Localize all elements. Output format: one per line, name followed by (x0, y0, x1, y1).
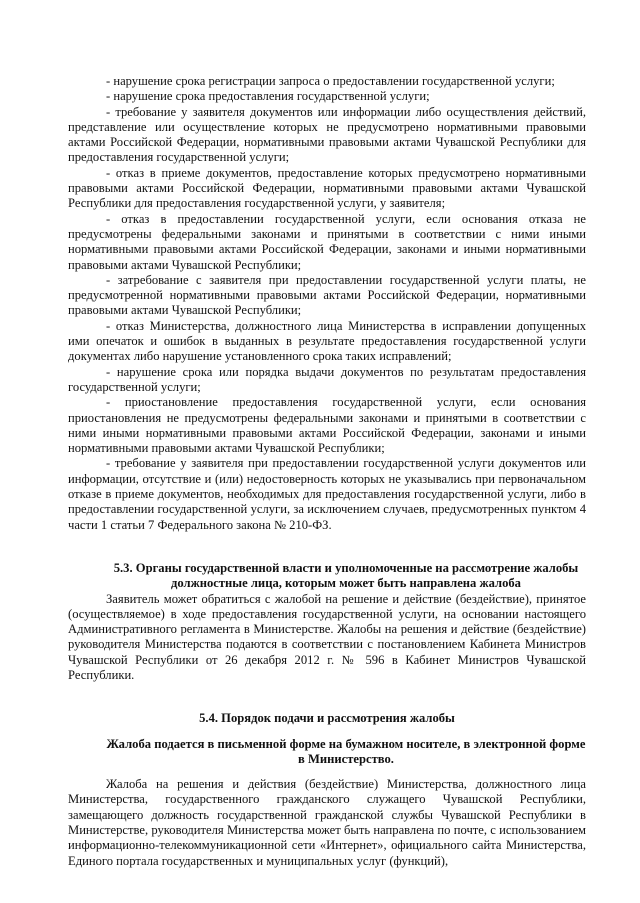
section-5-3-paragraph: Заявитель может обратиться с жалобой на решение и действие (бездействие), принятое (осуществляемое) в ходе предоставления государственной услуги, на основании настоящего Административного регламента в Министерстве. Жалобы на решения и действие (бездействие) руководителя Министерства подаются в соответствии с постановлением Кабинета Министров Чувашской Республики от 26 декабря 2012 г. № 596 в Кабинет Министров Чувашской Республики. (68, 591, 586, 682)
section-5-3-heading: 5.3. Органы государственной власти и уполномоченные на рассмотрение жалобы должностные лица, которым может быть направлена жалоба (113, 560, 579, 591)
spacer (68, 533, 586, 561)
list-item: - нарушение срока предоставления государственной услуги; (106, 89, 430, 104)
list-item: - требование у заявителя документов или информации либо осуществления действий, представление или осуществление которых не предусмотрено нормативными правовыми актами Российской Федерации, нормативными правовыми актами Чувашской Республики для предоставления государственной услуги; (68, 104, 586, 165)
list-item: - требование у заявителя при предоставлении государственной услуги документов или информации, отсутствие и (или) недостоверность которых не указывались при первоначальном отказе в приеме документов, необходимых для предоставления государственной услуги, либо в предоставлении государственной услуги, за исключением случаев, предусмотренных пунктом 4 части 1 статьи 7 Федерального закона № 210-ФЗ. (68, 456, 586, 532)
spacer (68, 683, 586, 711)
list-item: - нарушение срока или порядка выдачи документов по результатам предоставления государственной услуги; (68, 364, 586, 394)
list-item: - отказ Министерства, должностного лица Министерства в исправлении допущенных ими опечаток и ошибок в выданных в результате предоставления государственной услуги документах либо нарушение установленного срока таких исправлений; (68, 318, 586, 364)
spacer (68, 727, 586, 737)
list-item: - затребование с заявителя при предоставлении государственной услуги платы, не предусмотренной нормативными правовыми актами Российской Федерации, нормативными правовыми актами Чувашской Республики; (68, 272, 586, 318)
list-item: - отказ в приеме документов, предоставление которых предусмотрено нормативными правовыми актами Российской Федерации, нормативными правовыми актами Чувашской Республики для предоставления государственной услуги, у заявителя; (68, 165, 586, 211)
section-5-4-heading: 5.4. Порядок подачи и рассмотрения жалобы (199, 711, 455, 726)
section-5-4-paragraph: Жалоба на решения и действия (бездействие) Министерства, должностного лица Министерства, государственного гражданского служащего Чувашской Республики, замещающего должность государственной гражданской службы Чувашской Республики в Министерстве, руководителя Министерства может быть направлена по почте, с использованием информационно-телекоммуникационной сети «Интернет», официального сайта Министерства, Единого портала государственных и муниципальных услуг (функций), (68, 777, 586, 868)
spacer (68, 767, 586, 777)
list-item: - отказ в предоставлении государственной услуги, если основания отказа не предусмотрены федеральными законами и принятыми в соответствии с ними иными нормативными правовыми актами Российской Федерации, законами и иными нормативными правовыми актами Чувашской Республики; (68, 211, 586, 272)
list-item: - приостановление предоставления государственной услуги, если основания приостановления не предусмотрены федеральными законами и принятыми в соответствии с ними иными нормативными правовыми актами Российской Федерации, законами и иными нормативными правовыми актами Чувашской Республики; (68, 395, 586, 456)
list-item: - нарушение срока регистрации запроса о предоставлении государственной услуги; (106, 74, 555, 88)
section-5-4-subheading: Жалоба подается в письменной форме на бумажном носителе, в электронной форме в Министерство. (106, 736, 586, 766)
document-page (68, 74, 586, 869)
